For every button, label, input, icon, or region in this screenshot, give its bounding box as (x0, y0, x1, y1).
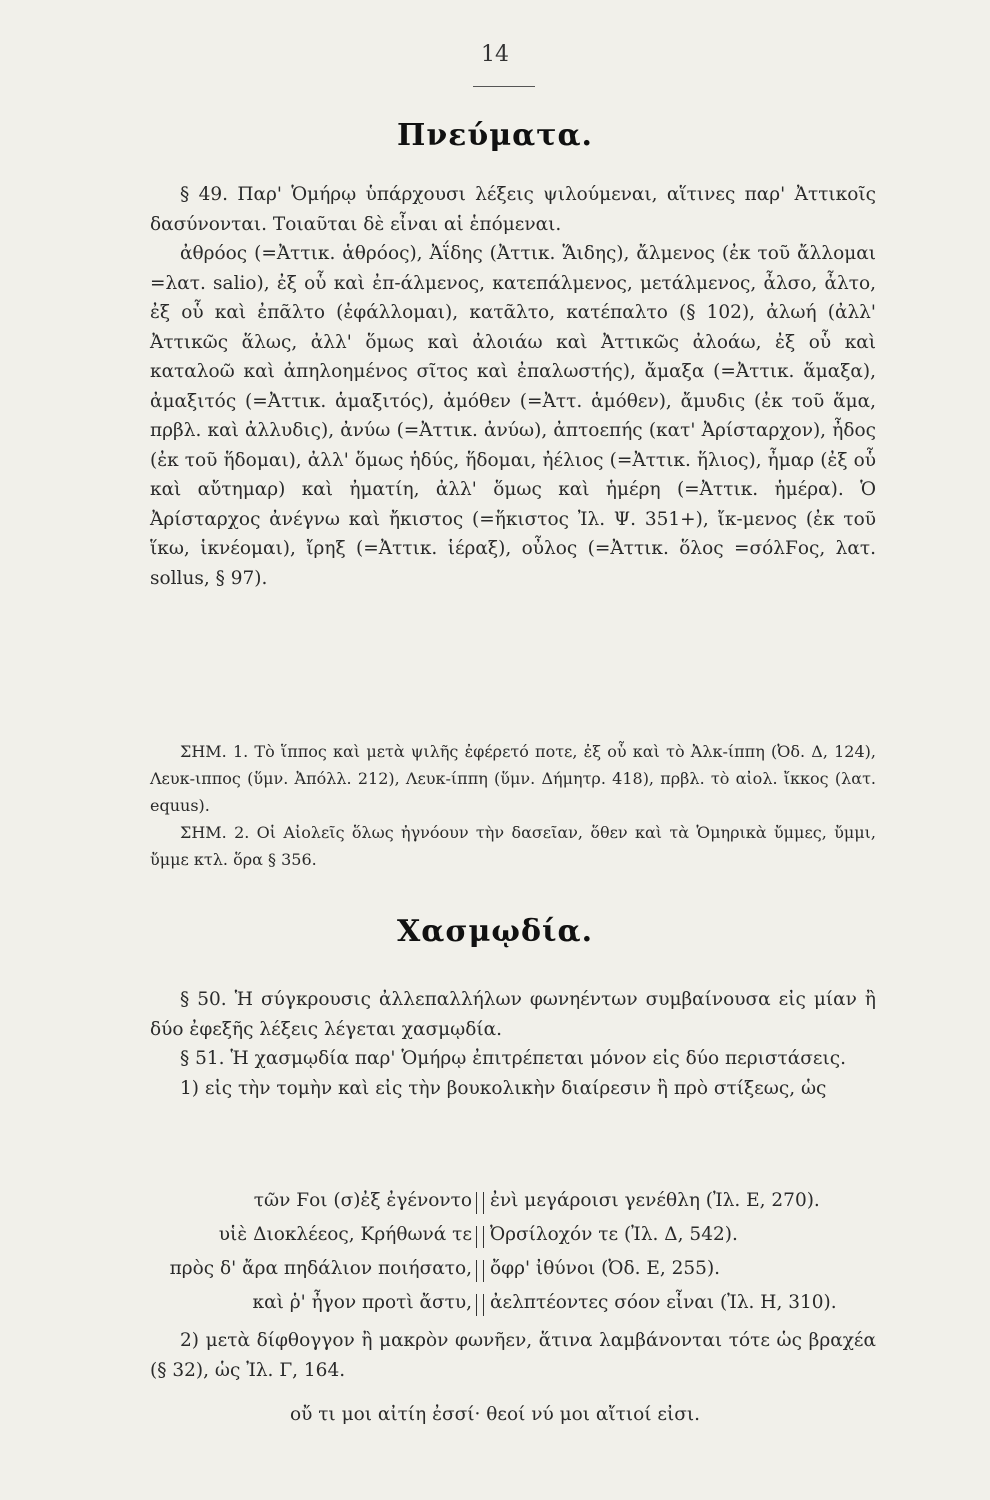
notes-block (150, 738, 876, 873)
paragraph-50: § 50. Ἡ σύγκρουσις ἀλλεπαλλήλων φωνηέντων συμβαίνουσα εἰς μίαν ἢ δύο ἐφεξῆς λέξεις λέγεται χασμῳδία. (150, 989, 876, 1040)
verse-first-half: υἱὲ Διοκλέεος, Κρήθωνά τε (218, 1224, 472, 1245)
section-title-hiatus: Χασμῳδία. (396, 914, 594, 949)
paragraph-51: § 51. Ἡ χασμῳδία παρ' Ὁμήρῳ ἐπιτρέπεται μόνον εἰς δύο περιστάσεις. (180, 1048, 846, 1069)
final-verse: οὔ τι μοι αἰτίη ἐσσί· θεοί νύ μοι αἴτιοί εἰσι. (289, 1404, 701, 1425)
case-2: 2) μετὰ δίφθογγον ἢ μακρὸν φωνῆεν, ἅτινα λαμβάνονται τότε ὡς βραχέα (§ 32), ὡς Ἰλ. Γ, 164. (150, 1330, 876, 1381)
note-2: ΣΗΜ. 2. Οἱ Αἰολεῖς ὅλως ἠγνόουν τὴν δασεῖαν, ὅθεν καὶ τὰ Ὁμηρικὰ ὔμμες, ὔμμι, ὔμμε κτλ. ὅρα § 356. (150, 823, 876, 869)
caesura-mark (476, 1260, 484, 1282)
verse-first-half: καὶ ῥ' ἦγον προτὶ ἄστυ, (252, 1292, 472, 1313)
verse-first-half: πρὸς δ' ἄρα πηδάλιον ποιήσατο, (169, 1258, 472, 1279)
verse-line (150, 1190, 880, 1220)
section-hiatus-body (150, 985, 876, 1103)
note-1: ΣΗΜ. 1. Τὸ ἵππος καὶ μετὰ ψιλῆς ἐφέρετό ποτε, ἐξ οὗ καὶ τὸ Ἀλκ-ίππη (Ὀδ. Δ, 124), Λευκ-ιππος (ὕμν. Ἀπόλλ. 212), Λευκ-ίππη (ὕμν. Δήμητρ. 418), πρβλ. τὸ αἰολ. ἴκκος (λατ. equus). (150, 742, 876, 815)
verse-first-half: τῶν Ϝοι (σ)ἐξ ἐγένοντο (253, 1190, 472, 1211)
case-1: 1) εἰς τὴν τομὴν καὶ εἰς τὴν βουκολικὴν διαίρεσιν ἢ πρὸ στίξεως, ὡς (180, 1077, 827, 1099)
verse-second-half: ὄφρ' ἰθύνοι (Ὀδ. Ε, 255). (490, 1258, 721, 1279)
header-rule (473, 86, 535, 87)
paragraph-49: § 49. Παρ' Ὁμήρῳ ὑπάρχουσι λέξεις ψιλούμεναι, αἵτινες παρ' Ἀττικοῖς δασύνονται. Τοιαῦται δὲ εἶναι αἱ ἑπόμεναι. (150, 184, 876, 235)
section-title-breathings: Πνεύματα. (397, 118, 593, 153)
caesura-mark (476, 1226, 484, 1248)
verse-line (150, 1224, 880, 1254)
caesura-mark (476, 1192, 484, 1214)
section-breathings-body (150, 180, 876, 593)
verse-second-half: ἐνὶ μεγάροισι γενέθλη (Ἰλ. Ε, 270). (490, 1190, 820, 1211)
page-number: 14 (481, 42, 509, 67)
verse-line (150, 1258, 880, 1288)
caesura-mark (476, 1294, 484, 1316)
case-2-block (150, 1326, 876, 1385)
verse-line (150, 1292, 880, 1322)
verse-second-half: Ὀρσίλοχόν τε (Ἰλ. Δ, 542). (490, 1224, 738, 1245)
paragraph-word-list: ἀθρόος (=Ἀττικ. ἁθρόος), Ἀΐδης (Ἀττικ. Ἅιδης), ἄλμενος (ἐκ τοῦ ἄλλομαι =λατ. salio), ἐξ οὗ καὶ ἐπ-άλμενος, κατεπάλμενος, μετάλμενος, ἆλσο, ἆλτο, ἐξ οὗ καὶ ἐπᾶλτο (ἐφάλλομαι), κατᾶλτο, κατέπαλτο (§ 102), ἀλωή (ἀλλ' Ἀττικῶς ἅλως, ἀλλ' ὅμως καὶ ἀλοιάω καὶ Ἀττικῶς ἀλοάω, ἐξ οὗ καὶ καταλοῶ καὶ ἀπηλοημένος σῖτος καὶ ἐπαλωστής), ἄμαξα (=Ἀττικ. ἅμαξα), ἀμαξιτός (=Ἀττικ. ἁμαξιτός), ἀμόθεν (=Ἀττ. ἁμόθεν), ἄμυδις (ἐκ τοῦ ἅμα, πρβλ. καὶ ἀλλυδις), ἀνύω (=Ἀττικ. ἀνύω), ἀπτοεπής (κατ' Ἀρίσταρχον), ἦδος (ἐκ τοῦ ἥδομαι), ἀλλ' ὅμως ἡδύς, ἥδομαι, ἠέλιος (=Ἀττικ. ἥλιος), ἦμαρ (ἐξ οὗ καὶ αὔτημαρ) καὶ ἠματίη, ἀλλ' ὅμως καὶ ἡμέρη (=Ἀττικ. ἡμέρα). Ὁ Ἀρίσταρχος ἀνέγνω καὶ ἤκιστος (=ἥκιστος Ἰλ. Ψ. 351+), ἴκ-μενος (ἐκ τοῦ ἵκω, ἱκνέομαι), ἴρηξ (=Ἀττικ. ἱέραξ), οὖλος (=Ἀττικ. ὅλος =σόλϜος, λατ. sollus, § 97). (150, 243, 876, 589)
verse-second-half: ἀελπτέοντες σόον εἶναι (Ἰλ. Η, 310). (490, 1292, 837, 1313)
